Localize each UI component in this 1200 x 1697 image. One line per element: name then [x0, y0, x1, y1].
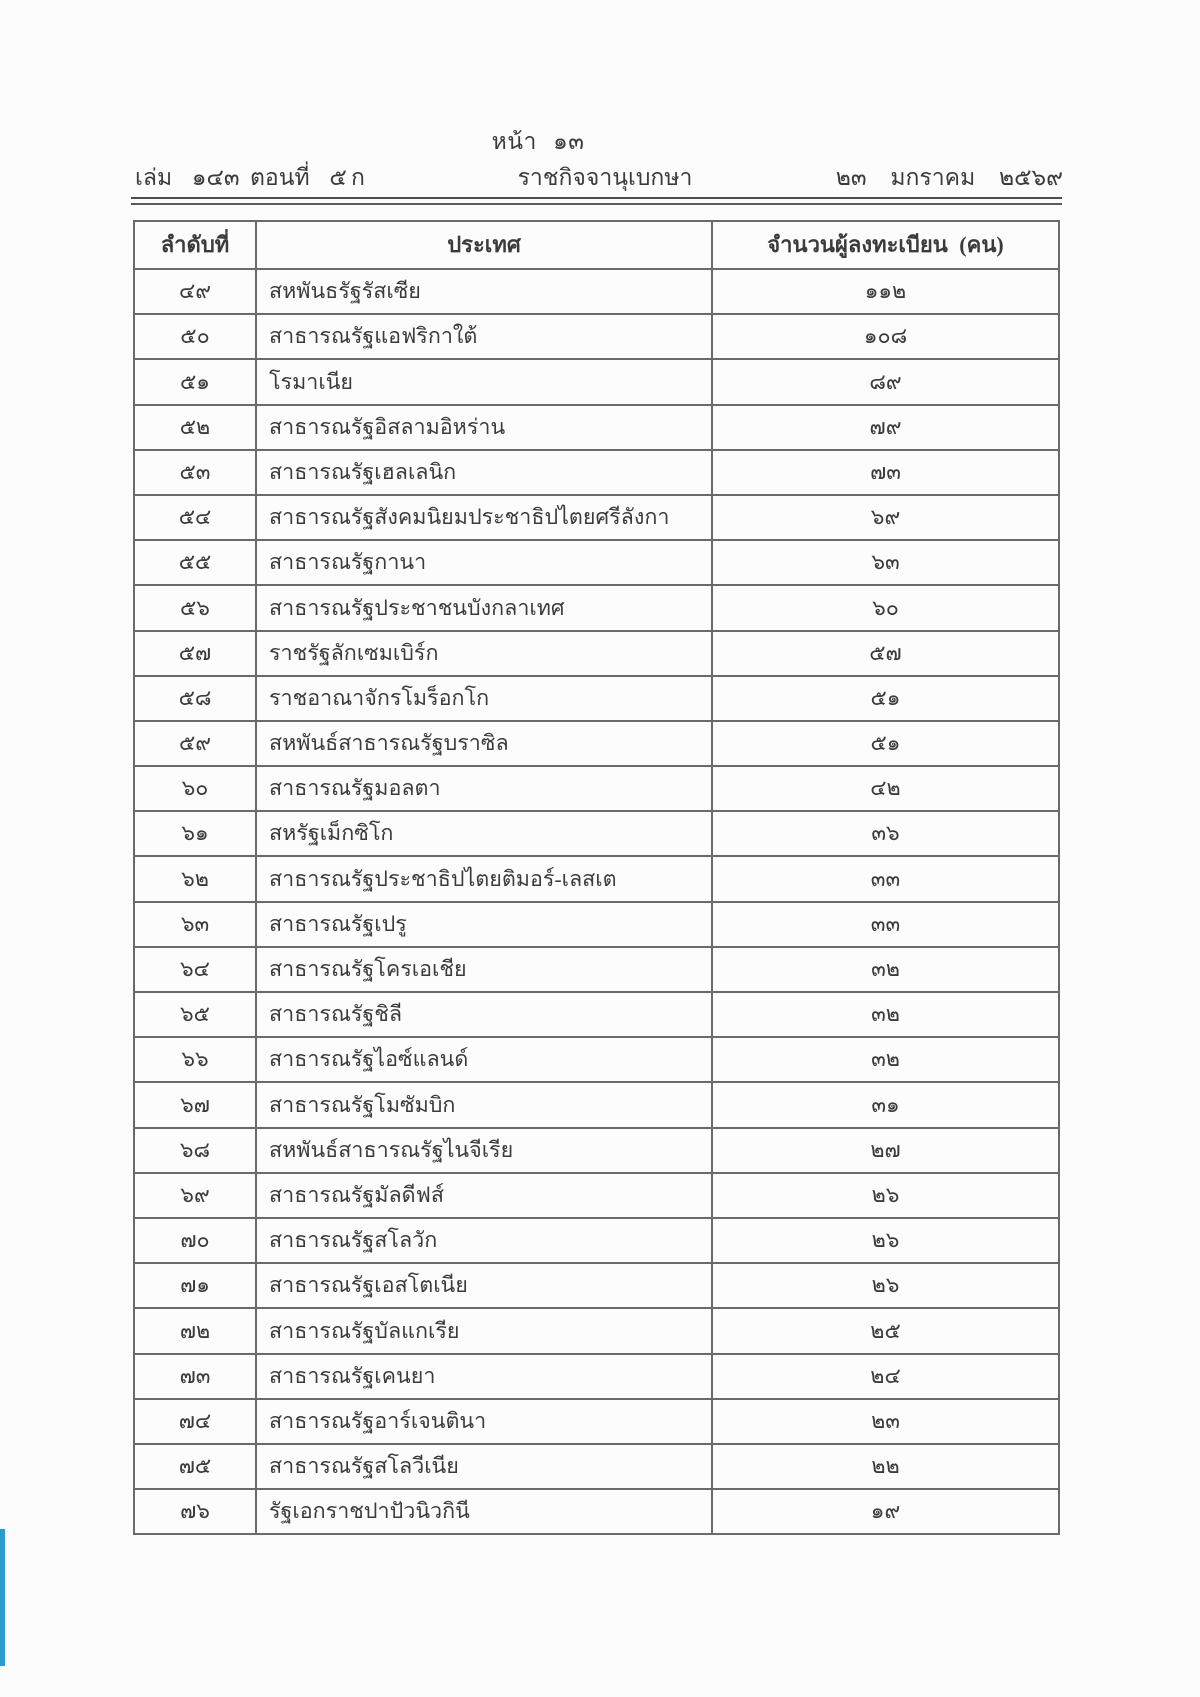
table-row	[134, 1308, 1059, 1353]
row-number-cell: ๗๔	[134, 1399, 256, 1444]
registrant-count-cell: ๒๒	[712, 1444, 1059, 1489]
country-name-cell: สาธารณรัฐบัลแกเรีย	[256, 1308, 712, 1353]
row-number-cell: ๕๓	[134, 450, 256, 495]
table-row	[134, 811, 1059, 856]
part-label: ตอนที่ ๕	[250, 165, 347, 190]
country-name-cell: สาธารณรัฐเอสโตเนีย	[256, 1263, 712, 1308]
row-number-cell: ๗๕	[134, 1444, 256, 1489]
registrant-count-cell: ๒๕	[712, 1308, 1059, 1353]
registrant-count-cell: ๒๖	[712, 1263, 1059, 1308]
country-name-cell: สหรัฐเม็กซิโก	[256, 811, 712, 856]
country-name-cell: สาธารณรัฐมัลดีฟส์	[256, 1173, 712, 1218]
country-name-cell: สาธารณรัฐเปรู	[256, 902, 712, 947]
header-divider-rule	[131, 197, 1062, 205]
row-number-cell: ๖๗	[134, 1082, 256, 1127]
table-row	[134, 1489, 1059, 1534]
row-number-cell: ๖๐	[134, 766, 256, 811]
row-number-cell: ๕๒	[134, 405, 256, 450]
row-number-cell: ๕๐	[134, 314, 256, 359]
row-number-cell: ๔๙	[134, 269, 256, 314]
header-index: ลำดับที่	[134, 221, 256, 269]
country-name-cell: สหพันธ์สาธารณรัฐบราซิล	[256, 721, 712, 766]
registrant-count-cell: ๗๓	[712, 450, 1059, 495]
row-number-cell: ๗๐	[134, 1218, 256, 1263]
table-row	[134, 1037, 1059, 1082]
registrant-count-cell: ๘๙	[712, 359, 1059, 404]
table-row	[134, 1444, 1059, 1489]
row-number-cell: ๖๔	[134, 947, 256, 992]
row-number-cell: ๗๒	[134, 1308, 256, 1353]
table-row	[134, 405, 1059, 450]
row-number-cell: ๖๒	[134, 856, 256, 901]
table-row	[134, 1082, 1059, 1127]
registrant-count-cell: ๖๙	[712, 495, 1059, 540]
registrant-count-cell: ๒๖	[712, 1173, 1059, 1218]
publication-date: ๒๓ มกราคม ๒๕๖๙	[835, 165, 1063, 190]
table-row	[134, 856, 1059, 901]
country-name-cell: สาธารณรัฐเคนยา	[256, 1354, 712, 1399]
registrant-count-cell: ๓๒	[712, 1037, 1059, 1082]
table-row	[134, 1218, 1059, 1263]
row-number-cell: ๖๑	[134, 811, 256, 856]
registrant-count-cell: ๑๑๒	[712, 269, 1059, 314]
registrant-count-cell: ๓๒	[712, 947, 1059, 992]
row-number-cell: ๖๘	[134, 1128, 256, 1173]
table-row	[134, 676, 1059, 721]
table-row	[134, 1128, 1059, 1173]
row-number-cell: ๕๘	[134, 676, 256, 721]
table-row	[134, 766, 1059, 811]
row-number-cell: ๖๕	[134, 992, 256, 1037]
registrant-count-cell: ๑๙	[712, 1489, 1059, 1534]
registrant-count-cell: ๓๓	[712, 902, 1059, 947]
row-number-cell: ๕๗	[134, 631, 256, 676]
country-name-cell: สาธารณรัฐอาร์เจนตินา	[256, 1399, 712, 1444]
registrant-table	[133, 220, 1060, 1535]
table-row	[134, 269, 1059, 314]
registrant-count-cell: ๓๑	[712, 1082, 1059, 1127]
country-name-cell: สหพันธ์สาธารณรัฐไนจีเรีย	[256, 1128, 712, 1173]
table-row	[134, 540, 1059, 585]
table-header-row	[134, 221, 1059, 269]
country-name-cell: สาธารณรัฐชิลี	[256, 992, 712, 1037]
row-number-cell: ๖๓	[134, 902, 256, 947]
page-number-label: หน้า ๑๓	[491, 129, 585, 154]
registrant-count-cell: ๒๔	[712, 1354, 1059, 1399]
country-name-cell: สหพันธรัฐรัสเซีย	[256, 269, 712, 314]
row-number-cell: ๖๙	[134, 1173, 256, 1218]
registrant-count-cell: ๑๐๘	[712, 314, 1059, 359]
table-row	[134, 902, 1059, 947]
blue-scan-artifact-bar	[0, 1529, 5, 1666]
header-country: ประเทศ	[256, 221, 712, 269]
country-name-cell: สาธารณรัฐกานา	[256, 540, 712, 585]
country-name-cell: สาธารณรัฐไอซ์แลนด์	[256, 1037, 712, 1082]
section-label: ก	[351, 165, 365, 190]
country-name-cell: สาธารณรัฐมอลตา	[256, 766, 712, 811]
table-row	[134, 450, 1059, 495]
table-row	[134, 1354, 1059, 1399]
row-number-cell: ๕๙	[134, 721, 256, 766]
volume-label: เล่ม ๑๔๓	[135, 165, 240, 190]
row-number-cell: ๖๖	[134, 1037, 256, 1082]
country-table-body	[134, 269, 1059, 1534]
country-name-cell: สาธารณรัฐอิสลามอิหร่าน	[256, 405, 712, 450]
country-name-cell: สาธารณรัฐสโลวัก	[256, 1218, 712, 1263]
header-count: จำนวนผู้ลงทะเบียน (คน)	[712, 221, 1059, 269]
row-number-cell: ๕๖	[134, 585, 256, 630]
registrant-count-cell: ๖๓	[712, 540, 1059, 585]
country-name-cell: สาธารณรัฐสังคมนิยมประชาธิปไตยศรีลังกา	[256, 495, 712, 540]
table-row	[134, 992, 1059, 1037]
registrant-count-cell: ๓๒	[712, 992, 1059, 1037]
table-row	[134, 631, 1059, 676]
row-number-cell: ๕๕	[134, 540, 256, 585]
registrant-count-cell: ๒๗	[712, 1128, 1059, 1173]
country-name-cell: สาธารณรัฐประชาธิปไตยติมอร์-เลสเต	[256, 856, 712, 901]
country-name-cell: สาธารณรัฐสโลวีเนีย	[256, 1444, 712, 1489]
table-row	[134, 314, 1059, 359]
registrant-count-cell: ๕๗	[712, 631, 1059, 676]
country-name-cell: สาธารณรัฐโครเอเชีย	[256, 947, 712, 992]
table-row	[134, 947, 1059, 992]
country-name-cell: รัฐเอกราชปาปัวนิวกินี	[256, 1489, 712, 1534]
registrant-count-cell: ๕๑	[712, 721, 1059, 766]
registrant-count-cell: ๗๙	[712, 405, 1059, 450]
gazette-name: ราชกิจจานุเบกษา	[517, 165, 693, 190]
registrant-count-cell: ๖๐	[712, 585, 1059, 630]
table-row	[134, 585, 1059, 630]
row-number-cell: ๗๖	[134, 1489, 256, 1534]
registrant-count-cell: ๕๑	[712, 676, 1059, 721]
country-name-cell: ราชรัฐลักเซมเบิร์ก	[256, 631, 712, 676]
table-row	[134, 1263, 1059, 1308]
country-name-cell: โรมาเนีย	[256, 359, 712, 404]
table-row	[134, 359, 1059, 404]
registrant-count-cell: ๒๖	[712, 1218, 1059, 1263]
registrant-count-cell: ๓๓	[712, 856, 1059, 901]
registrant-count-cell: ๔๒	[712, 766, 1059, 811]
table-row	[134, 495, 1059, 540]
row-number-cell: ๗๓	[134, 1354, 256, 1399]
table-row	[134, 1173, 1059, 1218]
country-name-cell: ราชอาณาจักรโมร็อกโก	[256, 676, 712, 721]
row-number-cell: ๗๑	[134, 1263, 256, 1308]
gazette-header-line	[0, 160, 1200, 194]
country-name-cell: สาธารณรัฐประชาชนบังกลาเทศ	[256, 585, 712, 630]
country-name-cell: สาธารณรัฐโมซัมบิก	[256, 1082, 712, 1127]
registrant-count-cell: ๒๓	[712, 1399, 1059, 1444]
row-number-cell: ๕๔	[134, 495, 256, 540]
table-row	[134, 721, 1059, 766]
country-name-cell: สาธารณรัฐเฮลเลนิก	[256, 450, 712, 495]
row-number-cell: ๕๑	[134, 359, 256, 404]
country-name-cell: สาธารณรัฐแอฟริกาใต้	[256, 314, 712, 359]
table-row	[134, 1399, 1059, 1444]
registrant-count-cell: ๓๖	[712, 811, 1059, 856]
